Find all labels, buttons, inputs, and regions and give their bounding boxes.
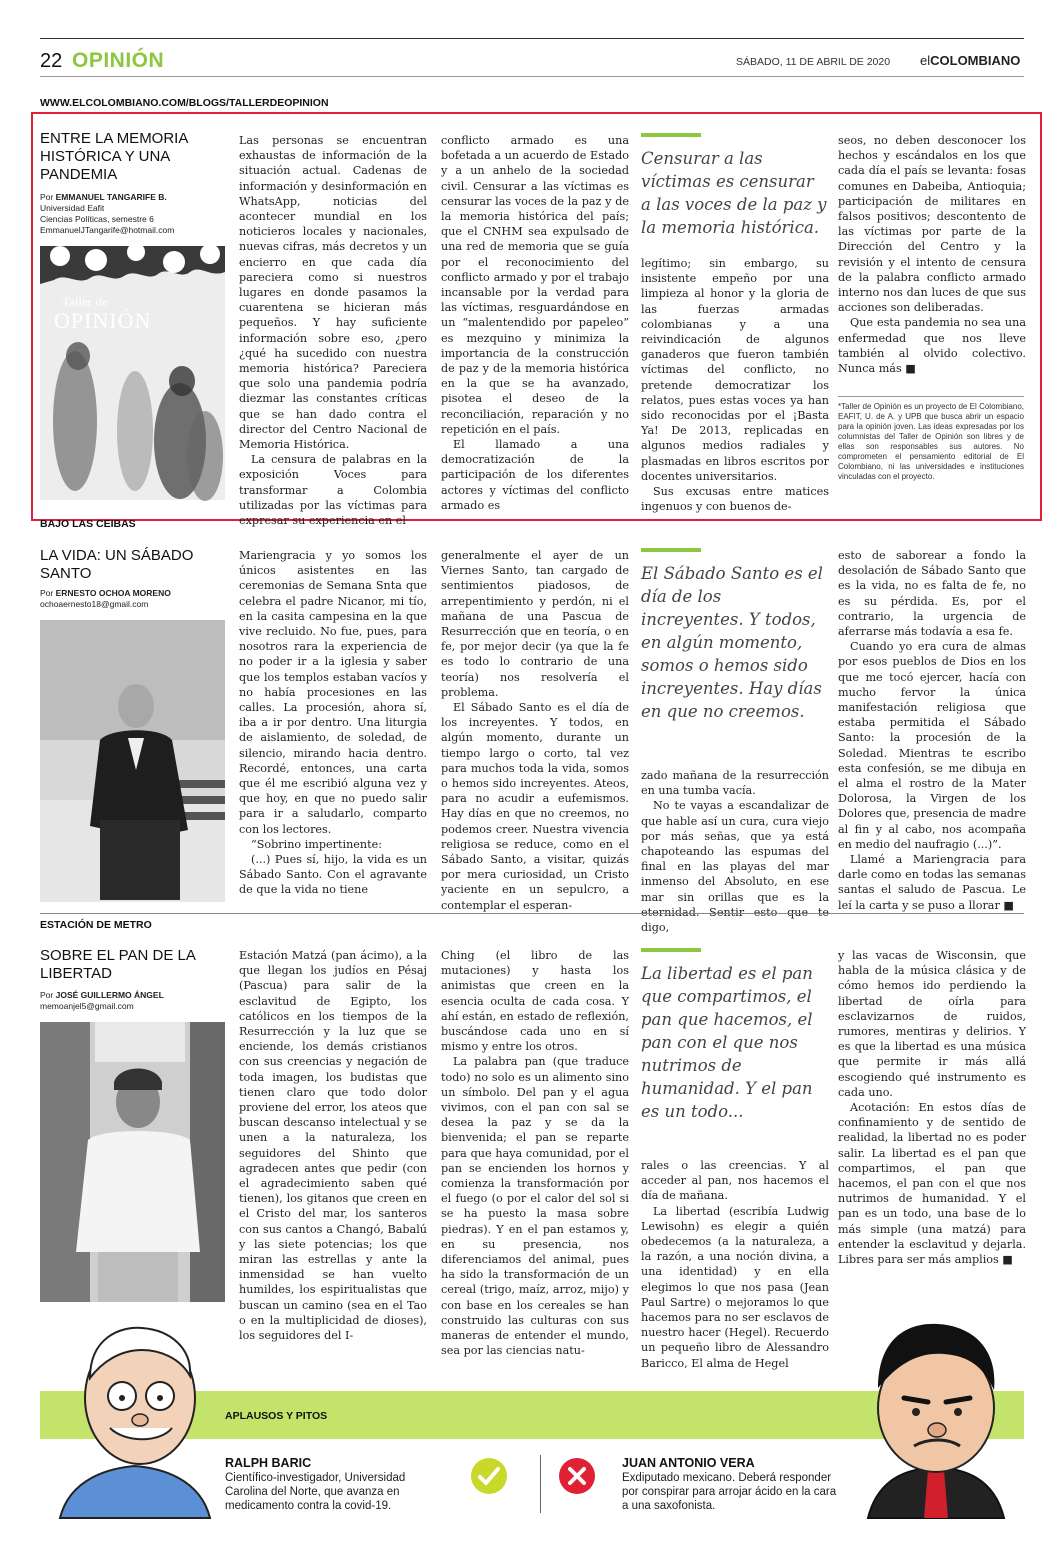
aplausos-divider (540, 1455, 541, 1513)
taller-opinion-photo (40, 246, 225, 500)
paragraph: Las personas se encuentran exhaustas de información de la situación actual. Cadenas de información y desinformación en WhatsApp, noticias del acontecer mundial en los noticieros locales y nacionales, nuevas cifras, más decretos y un encierro en que cada día pareciera como si nuestros lugares en donde pasamos la cuarentena se hicieran más pequeños. Y hay suficiente información sobre eso, ¿pero ¿qué ha sucedido con nuestra memoria histórica? Pareciera que solo una pandemia podría diezmar las constantes críticas que se han dado contra el director del Centro Nacional de Memoria Histórica. (239, 134, 427, 452)
article1-pullquote: Censurar a las víctimas es censurar a las voces de la paz y la memoria histórica. (641, 149, 827, 237)
paragraph: “Sobrino impertinente: (251, 837, 383, 851)
article1-col2 (441, 133, 629, 512)
blog-url[interactable]: WWW.ELCOLOMBIANO.COM/BLOGS/TALLERDEOPINION (40, 97, 329, 109)
article3-col4 (838, 948, 1026, 1278)
aplausos-title: APLAUSOS Y PITOS (225, 1410, 328, 1422)
section-label-estacion-de-metro: ESTACIÓN DE METRO (40, 919, 152, 931)
paragraph: Estación Matzá (pan ácimo), a la que llegan los judíos en Pésaj (Pascua) para salir de la esclavitud de Egipto, los católicos en los tiempos de la Resurrección y la luz que se enciende, los demás cristianos con sus creencias y negación de toda imagen, los budistas que tienen claro que todo dolor proviene del error, los ateos que buscan descanso intelectual y se unen a la naturaleza, los seguidores del Shinto que agradecen antes que pedir (con el agradecimiento saben qué tienen), los gitanos que creen en el Cristo del mar, los santeros con sus cantos a Changó, Babalú y las siete potencias; los que miran las estrellas y ante la inmensidad se han vuelto humildes, los espiritualistas que buscan un camino (sea en el Tao o en la multiplicidad de dioses), los seguidores del I- (239, 949, 427, 1343)
article2-pullquote: El Sábado Santo es el día de los increyentes. Y todos, en algún momento, somos o hemos sido increyentes. Hay días en que no creemos. (641, 564, 823, 721)
paragraph: El Sábado Santo es el día de los increyentes. Y todos, en algún momento, durante un tiempo largo o corto, tal vez para muchos toda la vida, somos o hemos sido increyentes. Ateos, para no acudir a eufemismos. Hay días en que no creemos, no podemos creer. Nuestra vivencia religiosa se reduce, como en el Sábado Santo, a visitar, quizás por mera curiosidad, un Cristo yaciente en un sepulcro, a contemplar el esperan- (441, 701, 629, 912)
article3-pullquote: La libertad es el pan que compartimos, el pan que hacemos, el pan con el que nos nutrimos de humanidad. Y el pan es un todo... (641, 964, 813, 1121)
article2-email[interactable]: ochoaernesto18@gmail.com (40, 599, 149, 609)
paragraph: seos, no deben desconocer los hechos y escándalos en los que cada día el país se levanta: fosas comunes en Dabeiba, Antioquia; participación de militares en falsos positivos; descontento de las víctimas por parte de la Dirección del Centro y la revisión y el intento de censura de la palabra conflicto armado interno nos dan luces de que sus acciones son deliberadas. (838, 134, 1026, 315)
quote-accent (641, 548, 701, 552)
top-rule (40, 38, 1024, 39)
paragraph: rales o las creencias. Y al acceder al pan, nos hacemos el día de mañana. (641, 1159, 829, 1203)
page-number: 22 (40, 50, 63, 72)
paragraph: Ching (el libro de las mutaciones) y hasta los animistas que creen en la esencia oculta de cada cosa. Y ahí están, en estado de reflexión, buscándose cada uno en sí mismo y entre los otros. (441, 949, 629, 1054)
author-photo-ochoa (40, 620, 225, 902)
article2-col3 (641, 768, 829, 935)
paragraph: Cuando yo era cura de almas por esos pueblos de Dios en los que me tocó ejercer, hacía con mucho fervor la única manifestación religiosa que estaba permitida el Sábado Santo: la procesión de la Soledad. Mientras te escribo esta confesión, se me dibuja en el alma el rostro de la Mater Dolorosa, la Virgen de los Dolores que, presencia de madre al fin y al cabo, nos acompaña en medio del naufragio (...)”. (838, 640, 1026, 851)
author-portrait (40, 1022, 225, 1302)
article1-col1 (239, 133, 427, 528)
paragraph: esto de saborear a fondo la desolación de Sábado Santo que es la vida, no es falta de fe, no es su pérdida. Es, por el contrario, la urgencia de aferrarse más todavía a esa fe. (838, 549, 1026, 639)
paragraph: No te vayas a escandalizar de que hable así un cura, cura viejo por más señas, que ya está chapoteando las espumas del final en las playas del mar inmenso del Absoluto, en ese mar sin orillas que es la digo, (641, 799, 829, 935)
article3-byline (40, 990, 230, 1012)
paragraph: conflicto armado es una bofetada a un acuerdo de Estado y a un anhelo de la sociedad civil. Censurar a las víctimas es censurar las voces de la paz y de la memoria histórica del país; que el CNHM sea expulsado de una red de memoria que se guía por el reconocimiento del conflicto armado y por el trabajo incansable por la verdad para las víctimas, resguardándose en un “malentendido por papeleo” es mezquino y minimiza la importancia de la construcción de paz y de la memoria histórica en la que se ha avanzado, pisotea el deseo de la reconciliación, reparación y no repetición en el país. (441, 134, 629, 436)
applause-name: RALPH BARIC (225, 1456, 312, 1470)
taller-opinion-illustration (40, 246, 225, 500)
logo-line1: Taller de (62, 294, 108, 309)
paragraph: zado mañana de la resurrección en una tumba vacía. (641, 769, 829, 798)
paragraph: y las vacas de Wisconsin, que habla de la música clásica y de cómo hemos ido perdiendo la libertad de oírla para esclavizarnos de ruidos, rumores, mentiras y delirios. Y es que la libertad es una música que permite ir más allá escogiendo qué instrumento es cada uno. (838, 949, 1026, 1099)
article1-author: EMMANUEL TANGARIFE B. (55, 192, 167, 202)
article1-byline (40, 192, 230, 236)
whistle-name: JUAN ANTONIO VERA (622, 1456, 755, 1470)
applause-desc: Científico-investigador, Universidad Carolina del Norte, que avanza en medicamento contra la covid-19. (225, 1472, 406, 1512)
caricature-illustration (848, 1318, 1024, 1518)
byline-prefix: Por (40, 990, 54, 1000)
masthead-name: COLOMBIANO (930, 53, 1021, 68)
article1-affiliation1: Universidad Eafit (40, 203, 105, 213)
article3-email[interactable]: memoanjel5@gmail.com (40, 1001, 134, 1011)
article2-author: ERNESTO OCHOA MORENO (55, 588, 171, 598)
article3-author: JOSÉ GUILLERMO ÁNGEL (55, 990, 164, 1000)
caricature-baric (50, 1318, 220, 1518)
section-rule (40, 913, 1024, 914)
header-rule (40, 76, 1024, 77)
quote-accent (641, 133, 701, 137)
note-rule (838, 396, 1024, 397)
author-photo-angel (40, 1022, 225, 1302)
author-portrait (40, 620, 225, 902)
paragraph: Sus excusas entre matices ingenuos y con buenos de- (641, 485, 829, 514)
paragraph: Llamé a Mariengracia para darle como en todas las semanas santas el saludo de Pascua. Le leí la carta y se puso a llorar ■ (838, 853, 1026, 912)
article2-col2 (441, 548, 629, 912)
paragraph: Que esta pandemia no sea una enfermedad que nos lleve también al olvido colectivo. Nunca más ■ (838, 316, 1026, 376)
check-icon (470, 1457, 508, 1499)
whistle-desc: Exdiputado mexicano. Deberá responder por conspirar para arrojar ácido en la cara a una saxofonista. (622, 1472, 837, 1512)
article1-email[interactable]: EmmanuelJTangarife@hotmail.com (40, 225, 175, 235)
masthead-el: el (920, 53, 931, 68)
article2-title: LA VIDA: UN SÁBADO SANTO (40, 547, 194, 582)
paragraph: El llamado a una democratización de la participación de los diferentes actores y víctimas del conflicto armado es (441, 438, 629, 512)
article3-title: SOBRE EL PAN DE LA LIBERTAD (40, 947, 196, 982)
article1-col3 (641, 256, 829, 514)
article2-col4 (838, 548, 1026, 912)
byline-prefix: Por (40, 588, 54, 598)
article3-col3 (641, 1158, 829, 1370)
article3-col2 (441, 948, 629, 1370)
paragraph: La palabra pan (que traduce todo) no solo es un alimento sino un símbolo. Del pan y el agua vivimos, con el pan con sal se desea la paz y se da la bienvenida; el pan se reparte para que haya comunidad, por el pan se encienden los hornos y comienza la transformación por el fuego (o por el calor del sol si se ha puesto la masa sobre piedras). Y en el pan estamos y, en su presencia, nos diferenciamos del animal, pues ha sido la transformación de un cereal (trigo, maíz, arroz, mijo) y con base en los cereales se han construido las culturas con sus maneras de entender el mundo, sea por las ciencias natu- (441, 1055, 629, 1358)
article1-footnote: *Taller de Opinión es un proyecto de El Colombiano, EAFIT, U. de A. y UPB que busca abrir un espacio para la opinión joven. Las ideas expresadas por los columnistas del Taller de Opinión son libres y de ellas son responsables sus autores. No comprometen el pensamiento editorial de El Colombiano, ni las universidades e instituciones vinculadas con el proyecto. (838, 402, 1024, 481)
byline-prefix: Por (40, 192, 54, 202)
paragraph: Mariengracia y yo somos los únicos asistentes en las ceremonias de Semana Snta que celebra el padre Nicanor, mi tío, en la casita campesina en la que vive recluido. No fue, pues, para nosotros rara la experiencia de no poder ir a la iglesia y saber que los templos estaban vacíos y no había procesiones en las calles. La procesión, ahora sí, iba a ir por dentro. Una liturgia de aislamiento, de soledad, de silencio, mirando hacia dentro. Recordé, entonces, una carta que él me escribió alguna vez y que hoy, en que no puedo salir para ir a saludarlo, comparto con los lectores. (239, 549, 427, 836)
paragraph: Acotación: En estos días de confinamiento y de sentido de realidad, la libertad no es poder salir. La libertad es el pan que compartimos, el pan que hacemos, el pan con el que nos nutrimos de humanidad. Y el pan es un todo, una base de lo más simple (una matzá) para entender la esclavitud y dejarla. Libres para ser más amplios ■ (838, 1101, 1026, 1267)
paragraph: generalmente el ayer de un Viernes Santo, tan cargado de sentimientos piadosos, de arrepentimiento y perdón, ni el mañana de una Pascua de Resurrección que en teoría, o en fe, por mejor decir (ya que la fe es todo lo contrario de una teoría) nos resolvería el problema. (441, 549, 629, 699)
article2-col1 (239, 548, 427, 904)
article2-byline (40, 588, 230, 610)
section-title: OPINIÓN (72, 49, 165, 72)
dateline: SÁBADO, 11 DE ABRIL DE 2020 (736, 56, 891, 68)
paragraph: La censura de palabras en la exposición Voces para transformar a Colombia utilizadas por las víctimas para expresar su experiencia en el (239, 453, 427, 528)
quote-accent (641, 948, 701, 952)
caricature-illustration (50, 1318, 220, 1518)
article1-title: ENTRE LA MEMORIA HISTÓRICA Y UNA PANDEMIA (40, 130, 188, 183)
paragraph: legítimo; sin embargo, su insistente empeño por una limpieza al honor y la gloria de las fuerzas armadas colombianas y a una reivindicación de algunos ganaderos que fueron también víctimas del conflicto, no pretende democratizar los relatos, pues estas voces ya han sido reconocidas por el ¡Basta Ya! De 2013, replicadas en algunos medios radiales y plasmadas en libros escritos por docentes universitarios. (641, 257, 829, 483)
article1-affiliation2: Ciencias Políticas, semestre 6 (40, 214, 154, 224)
logo-line2: OPINIÓN (54, 308, 152, 333)
masthead-logo (920, 53, 1020, 68)
article1-col4 (838, 133, 1026, 391)
caricature-vera (848, 1318, 1024, 1518)
section-label-bajo-las-ceibas: BAJO LAS CEIBAS (40, 518, 136, 530)
paragraph: (...) Pues sí, hijo, la vida es un Sábado Santo. Con el agravante de que la vida no tiene (239, 853, 427, 897)
paragraph: La libertad (escribía Ludwig Lewisohn) es elegir a quién obedecemos (a la naturaleza, a la razón, a una noción divina, a una identidad) y en ella elegimos lo que nos pasa (Jean Paul Sartre) o mejoramos lo que hacemos para no ser esclavos de nuestro hacer (Hegel). Recuerdo un pequeño libro de Alessandro Baricco, El alma de Hegel (641, 1204, 829, 1370)
article3-col1 (239, 948, 427, 1370)
cross-icon (558, 1457, 596, 1499)
